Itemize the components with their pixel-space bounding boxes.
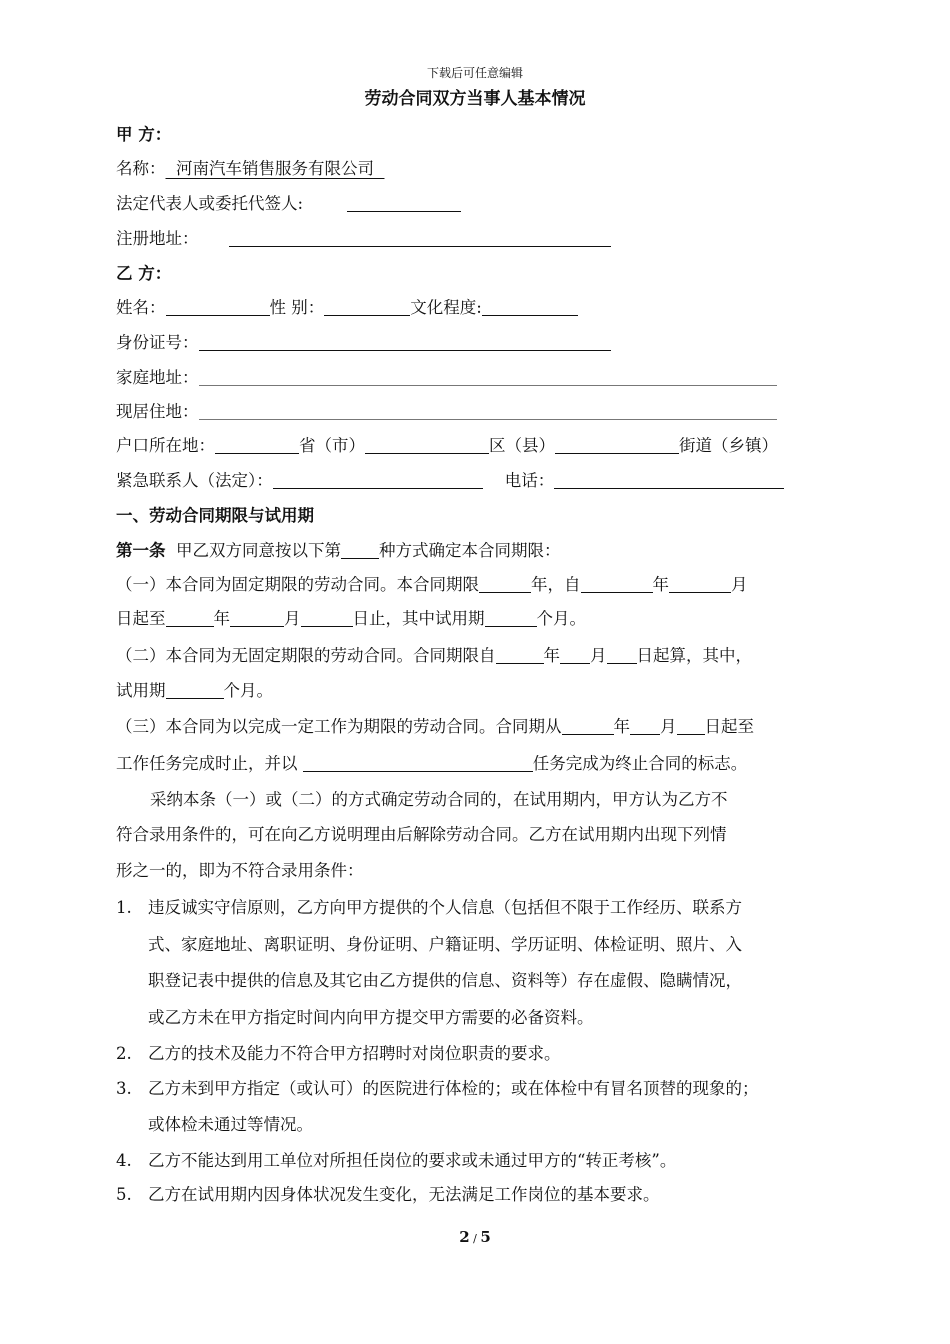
list-item <box>116 1043 561 1065</box>
current-page: 2 <box>459 1228 470 1246</box>
list-item-number: 4. <box>116 1151 132 1170</box>
option1-term-blank[interactable] <box>479 574 531 593</box>
option3-b-end: 任务完成为终止合同的标志。 <box>532 754 748 773</box>
option1-text-a: （一）本合同为固定期限的劳动合同。本合同期限 <box>116 575 479 594</box>
party-b-home-row <box>116 367 777 389</box>
option2-row-a <box>116 645 752 667</box>
option2-day-label: 日起算，其中， <box>636 646 752 665</box>
list-item-line: 乙方的技术及能力不符合甲方招聘时对岗位职责的要求。 <box>148 1044 561 1063</box>
option1-month-label: 月 <box>731 575 748 594</box>
party-a-name-value: 河南汽车销售服务有限公司 <box>165 159 385 178</box>
hukou-street-label: 街道（乡镇） <box>679 436 778 455</box>
hukou-district-blank[interactable] <box>365 435 489 454</box>
list-item <box>116 1184 660 1206</box>
option1-to-month-blank[interactable] <box>230 608 284 627</box>
option1-b-day: 日止，其中试用期 <box>352 609 485 628</box>
option3-row-a <box>116 716 754 738</box>
option1-b-year: 年 <box>213 609 230 628</box>
option1-to-year-blank[interactable] <box>166 608 214 627</box>
option1-b-month: 月 <box>284 609 301 628</box>
option3-task-blank[interactable] <box>303 753 533 772</box>
party-b-emergency-label: 紧急联系人（法定）： <box>116 471 273 490</box>
list-item-line: 乙方不能达到用工单位对所担任岗位的要求或未通过甲方的“转正考核”。 <box>148 1151 677 1170</box>
party-b-home-label: 家庭地址： <box>116 368 199 387</box>
option1-row-a <box>116 574 748 596</box>
emergency-contact-blank[interactable] <box>273 470 483 489</box>
party-a-address-row <box>116 228 611 250</box>
party-b-phone-label: 电话： <box>504 471 555 490</box>
article1-label: 第一条 <box>116 541 166 560</box>
party-b-gender-blank[interactable] <box>324 297 410 316</box>
phone-blank[interactable] <box>554 470 784 489</box>
list-item-line: 或乙方未在甲方指定时间内向甲方提交甲方需要的必备资料。 <box>148 1008 594 1027</box>
party-b-heading: 乙 方： <box>116 264 172 283</box>
total-pages: 5 <box>480 1228 491 1246</box>
option2-b-text: 试用期 <box>116 681 166 700</box>
party-b-education-label: 文化程度: <box>410 298 482 317</box>
party-a-address-label: 注册地址： <box>116 229 199 248</box>
paragraph-line-1: 采纳本条（一）或（二）的方式确定劳动合同的，在试用期内，甲方认为乙方不 <box>150 790 728 809</box>
hukou-province-blank[interactable] <box>215 435 299 454</box>
option3-year-blank[interactable] <box>562 716 614 735</box>
hukou-province-label: 省（市） <box>299 436 365 455</box>
party-b-hukou-row <box>116 435 778 457</box>
hukou-district-label: 区（县） <box>489 436 555 455</box>
party-b-id-blank[interactable] <box>199 332 611 351</box>
option2-probation-blank[interactable] <box>166 680 224 699</box>
party-b-current-row <box>116 401 777 423</box>
list-item <box>116 897 742 919</box>
party-b-id-label: 身份证号： <box>116 333 199 352</box>
option3-text-a: （三）本合同为以完成一定工作为期限的劳动合同。合同期从 <box>116 717 562 736</box>
option3-month-blank[interactable] <box>630 716 660 735</box>
party-b-current-label: 现居住地： <box>116 402 199 421</box>
option2-year-blank[interactable] <box>496 645 544 664</box>
option3-month-label: 月 <box>660 717 677 736</box>
party-a-name-row <box>116 158 384 180</box>
party-b-home-blank[interactable] <box>199 367 777 386</box>
party-b-hukou-label: 户口所在地： <box>116 436 215 455</box>
option1-year2-label: 年 <box>652 575 669 594</box>
party-a-name-label: 名称： <box>116 159 166 178</box>
party-b-current-blank[interactable] <box>199 401 777 420</box>
party-b-name-blank[interactable] <box>166 297 270 316</box>
party-a-rep-row <box>116 193 461 215</box>
list-item-line: 职登记表中提供的信息及其它由乙方提供的信息、资料等）存在虚假、隐瞒情况， <box>148 971 742 990</box>
list-item-line: 乙方未到甲方指定（或认可）的医院进行体检的；或在体检中有冒名顶替的现象的； <box>148 1079 759 1098</box>
party-b-gender-label: 性 别： <box>269 298 325 317</box>
option3-day-blank[interactable] <box>677 716 705 735</box>
option2-row-b <box>116 680 273 702</box>
page-separator: / <box>469 1232 481 1245</box>
page-number <box>0 1228 950 1246</box>
option2-month-label: 月 <box>590 646 607 665</box>
paragraph-line-2: 符合录用条件的，可在向乙方说明理由后解除劳动合同。乙方在试用期内出现下列情 <box>116 825 727 844</box>
list-item-number: 2. <box>116 1044 132 1063</box>
party-b-basic-row <box>116 297 578 319</box>
party-a-heading: 甲 方： <box>116 125 172 144</box>
option2-day-blank[interactable] <box>607 645 637 664</box>
article1-text-b: 种方式确定本合同期限： <box>379 541 561 560</box>
option1-from-year-blank[interactable] <box>581 574 653 593</box>
article1-row <box>116 540 561 562</box>
option1-row-b <box>116 608 586 630</box>
article1-method-blank[interactable] <box>341 540 379 559</box>
option3-row-b <box>116 753 747 775</box>
list-item <box>116 1150 676 1172</box>
header-note: 下载后可任意编辑 <box>426 66 523 80</box>
party-a-rep-label: 法定代表人或委托代签人: <box>116 194 304 213</box>
option3-day-label: 日起至 <box>704 717 754 736</box>
list-item-line: 式、家庭地址、离职证明、身份证明、户籍证明、学历证明、体检证明、照片、入 <box>148 935 742 954</box>
party-b-education-blank[interactable] <box>482 297 578 316</box>
option1-from-month-blank[interactable] <box>669 574 731 593</box>
list-item-line: 或体检未通过等情况。 <box>148 1115 313 1134</box>
option2-month-blank[interactable] <box>560 645 590 664</box>
option3-b-text: 工作任务完成时止，并以 <box>116 754 303 773</box>
option3-year-label: 年 <box>613 717 630 736</box>
option2-year-label: 年 <box>543 646 560 665</box>
option1-probation-blank[interactable] <box>485 608 537 627</box>
list-item-line: 乙方在试用期内因身体状况发生变化，无法满足工作岗位的基本要求。 <box>148 1185 660 1204</box>
list-item-number: 1. <box>116 898 132 917</box>
option1-year-label: 年，自 <box>531 575 581 594</box>
list-item-number: 5. <box>116 1185 132 1204</box>
list-item <box>116 1078 759 1100</box>
option2-b-end: 个月。 <box>223 681 273 700</box>
party-b-id-row <box>116 332 611 354</box>
article1-text-a: 甲乙双方同意按以下第 <box>165 541 341 560</box>
paragraph-line-3: 形之一的，即为不符合录用条件： <box>116 861 364 880</box>
option1-to-day-blank[interactable] <box>301 608 353 627</box>
list-item-number: 3. <box>116 1079 132 1098</box>
party-b-emergency-row <box>116 470 784 492</box>
option1-b-end: 个月。 <box>536 609 586 628</box>
option2-text-a: （二）本合同为无固定期限的劳动合同。合同期限自 <box>116 646 496 665</box>
section1-heading: 一、劳动合同期限与试用期 <box>116 506 314 525</box>
hukou-street-blank[interactable] <box>555 435 679 454</box>
option1-b-start: 日起至 <box>116 609 166 628</box>
page-title: 劳动合同双方当事人基本情况 <box>364 89 586 109</box>
party-b-name-label: 姓名： <box>116 298 166 317</box>
party-a-address-blank[interactable] <box>229 228 611 247</box>
list-item-line: 违反诚实守信原则，乙方向甲方提供的个人信息（包括但不限于工作经历、联系方 <box>148 898 742 917</box>
party-a-rep-blank[interactable] <box>347 193 461 212</box>
